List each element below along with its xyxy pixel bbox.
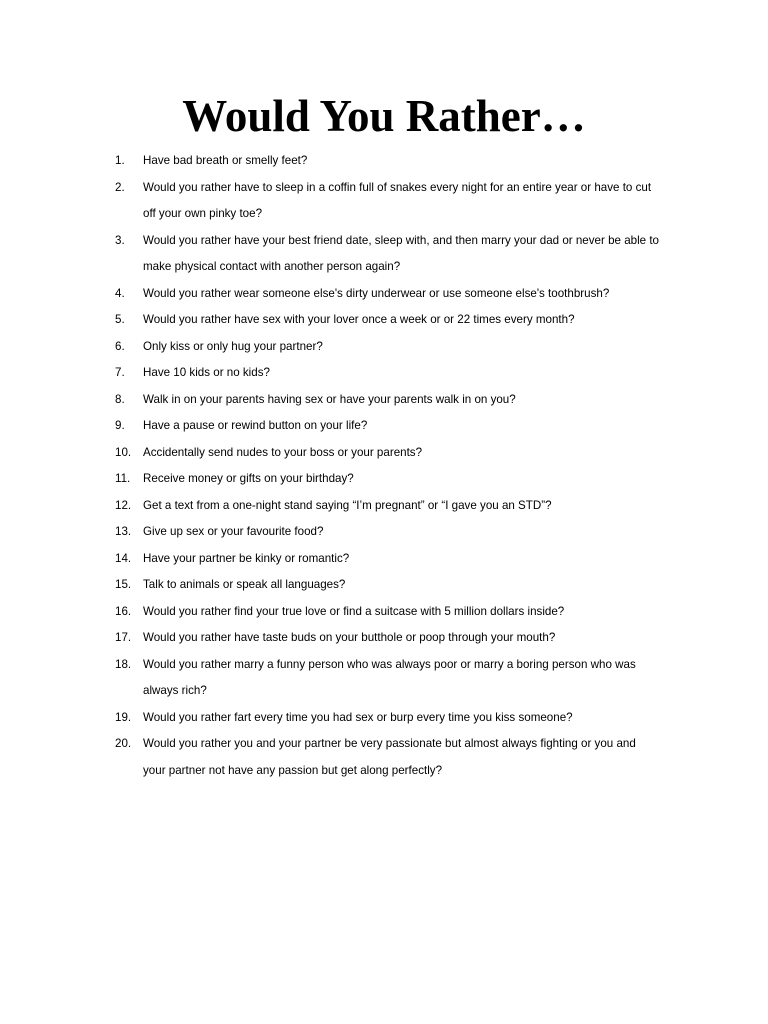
item-number: 1. [115, 154, 125, 167]
list-item [115, 705, 660, 732]
list-item [115, 228, 660, 281]
item-text: Would you rather have your best friend date, sleep with, and then marry your dad or never be able to make physical contact with another person again? [143, 233, 660, 273]
item-number: 10. [115, 445, 132, 459]
page-title: Would You Rather… [182, 91, 586, 141]
item-text: Accidentally send nudes to your boss or your parents? [143, 445, 423, 459]
list-item [115, 546, 660, 573]
item-text: Receive money or gifts on your birthday? [143, 472, 354, 485]
list-item [115, 731, 660, 784]
item-text: Have bad breath or smelly feet? [143, 154, 308, 167]
item-text: Would you rather you and your partner be very passionate but almost always fighting or you and your partner not have any passion but get along perfectly? [143, 737, 636, 777]
item-number: 9. [115, 419, 125, 432]
item-text: Get a text from a one-night stand saying “I’m pregnant” or “I gave you an STD”? [143, 498, 552, 512]
item-text: Would you rather marry a funny person who was always poor or marry a boring person who was always rich? [143, 657, 636, 697]
list-item [115, 440, 660, 467]
item-text: Would you rather fart every time you had sex or burp every time you kiss someone? [143, 710, 573, 724]
item-text: Would you rather have to sleep in a coffin full of snakes every night for an entire year or have to cut off your own pinky toe? [143, 180, 652, 220]
item-number: 4. [115, 286, 125, 300]
list-item [115, 519, 660, 546]
item-number: 8. [115, 392, 125, 406]
list-item [115, 281, 660, 308]
item-number: 13. [115, 525, 132, 538]
item-number: 19. [115, 710, 132, 724]
item-number: 11. [115, 472, 131, 485]
item-number: 17. [115, 631, 132, 644]
item-text: Have your partner be kinky or romantic? [143, 551, 350, 565]
item-text: Only kiss or only hug your partner? [143, 339, 323, 353]
list-item [115, 360, 660, 387]
list-item [115, 307, 660, 334]
item-number: 5. [115, 313, 125, 326]
item-number: 20. [115, 737, 132, 750]
item-text: Would you rather have taste buds on your butthole or poop through your mouth? [143, 631, 556, 644]
item-number: 16. [115, 604, 132, 618]
question-list [115, 148, 660, 784]
item-text: Talk to animals or speak all languages? [143, 578, 346, 591]
list-item [115, 175, 660, 228]
item-text: Give up sex or your favourite food? [143, 525, 324, 538]
item-text: Would you rather have sex with your lover once a week or or 22 times every month? [143, 313, 575, 326]
item-text: Would you rather wear someone else's dirty underwear or use someone else's toothbrush? [143, 286, 610, 300]
list-item [115, 413, 660, 440]
item-number: 18. [115, 657, 132, 671]
item-number: 3. [115, 233, 125, 247]
list-item [115, 599, 660, 626]
list-item [115, 334, 660, 361]
list-item [115, 466, 660, 493]
item-number: 15. [115, 578, 132, 591]
item-number: 14. [115, 551, 132, 565]
item-number: 6. [115, 339, 125, 353]
list-item [115, 625, 660, 652]
list-item [115, 652, 660, 705]
item-text: Have a pause or rewind button on your life? [143, 419, 368, 432]
list-item [115, 493, 660, 520]
item-text: Have 10 kids or no kids? [143, 366, 270, 379]
item-number: 12. [115, 498, 132, 512]
item-text: Walk in on your parents having sex or have your parents walk in on you? [143, 392, 516, 406]
list-item [115, 148, 660, 175]
item-number: 2. [115, 180, 125, 194]
list-item [115, 572, 660, 599]
list-item [115, 387, 660, 414]
item-text: Would you rather find your true love or find a suitcase with 5 million dollars inside? [143, 604, 565, 618]
item-number: 7. [115, 366, 125, 379]
